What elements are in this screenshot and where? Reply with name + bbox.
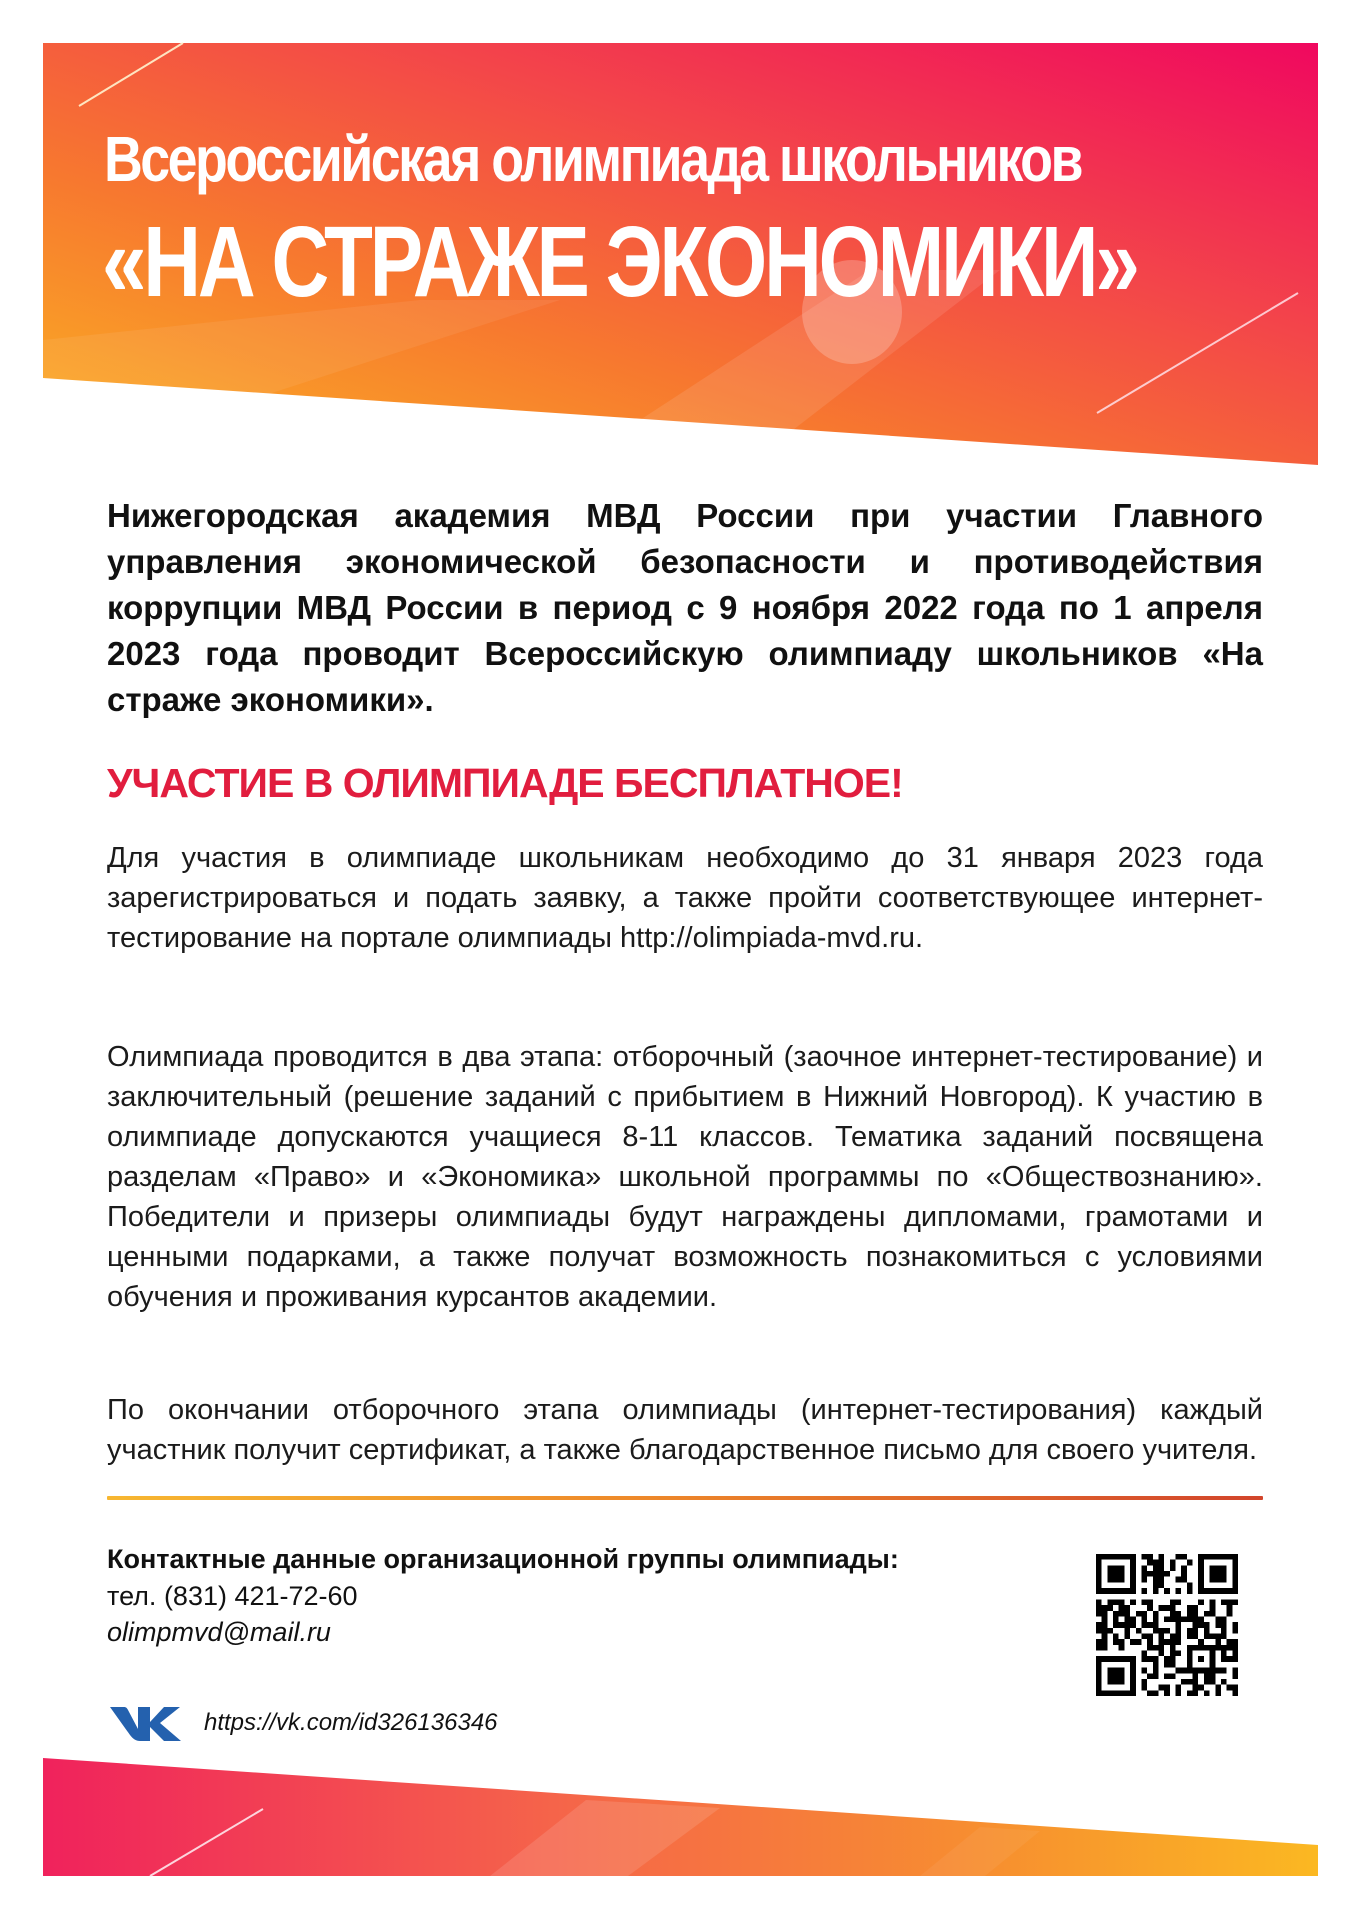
footer-banner xyxy=(0,1740,1361,1900)
vk-logo-icon xyxy=(108,1703,182,1743)
vk-link[interactable]: https://vk.com/id326136346 xyxy=(204,1709,498,1736)
registration-paragraph: Для участия в олимпиаде школьникам необходимо до 31 января 2023 года зарегистрироваться и подать заявку, а также пройти соответствующее интернет-тестирование на портале олимпиады http://olimpiada-mvd.ru. xyxy=(107,842,1263,954)
qr-code-icon xyxy=(1096,1554,1238,1696)
footer-background xyxy=(0,1740,1361,1900)
title-line-2: «НА СТРАЖЕ ЭКОНОМИКИ» xyxy=(102,206,1137,318)
intro-paragraph: Нижегородская академия МВД России при участии Главного управления экономической безопасности и противодействия коррупции МВД России в период с 9 ноября 2022 года по 1 апреля 2023 года проводит Всероссийскую олимпиаду школьников «На страже экономики». xyxy=(107,497,1263,718)
stages-paragraph: Олимпиада проводится в два этапа: отборочный (заочное интернет-тестирование) и заключительный (решение заданий с прибытием в Нижний Новгород). К участию в олимпиаде допускаются учащиеся 8-11 классов. Тематика заданий посвящена разделам «Право» и «Экономика» школьной программы по «Обществознанию». Победители и призеры олимпиады будут награждены дипломами, грамотами и ценными подарками, а также получат возможность познакомиться с условиями обучения и проживания курсантов академии. xyxy=(107,1041,1263,1313)
certificate-paragraph: По окончании отборочного этапа олимпиады (интернет-тестирования) каждый участник получит сертификат, а также благодарственное письмо для своего учителя. xyxy=(107,1394,1263,1466)
free-participation-heading: УЧАСТИЕ В ОЛИМПИАДЕ БЕСПЛАТНОЕ! xyxy=(107,760,903,806)
contacts-email[interactable]: olimpmvd@mail.ru xyxy=(107,1617,331,1647)
contacts-block xyxy=(107,1540,1263,1650)
header-banner xyxy=(0,0,1361,480)
contacts-phone: тел. (831) 421-72-60 xyxy=(107,1581,358,1611)
section-divider xyxy=(107,1496,1263,1500)
title-line-1: Всероссийская олимпиада школьников xyxy=(104,123,1081,195)
contacts-title: Контактные данные организационной группы олимпиады: xyxy=(107,1544,899,1574)
